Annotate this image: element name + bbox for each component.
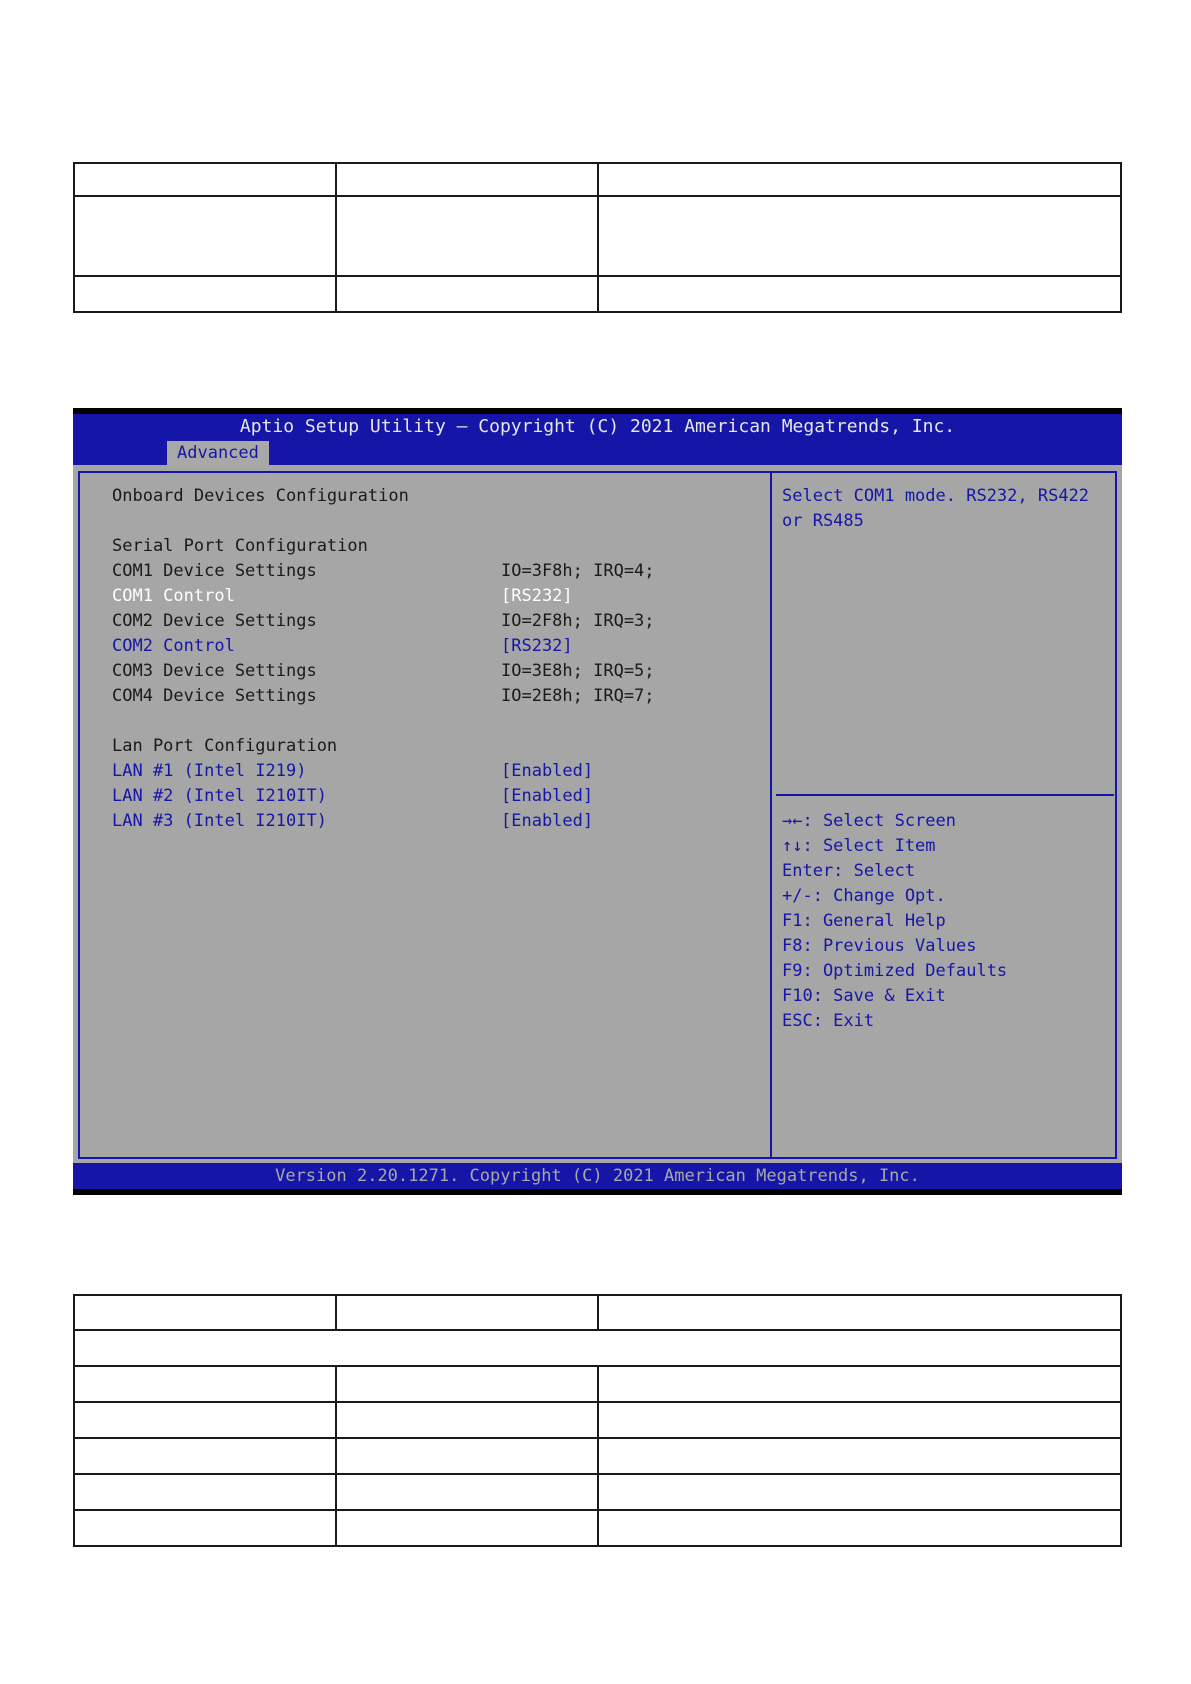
com2-control-value[interactable]: [RS232] [501, 636, 573, 656]
key-hint: F9: Optimized Defaults [782, 961, 1008, 981]
table-row [74, 276, 1121, 312]
key-hint: ESC: Exit [782, 1011, 875, 1031]
com1-control[interactable]: COM1 Control [112, 586, 235, 606]
lan2-option[interactable]: LAN #2 (Intel I210IT) [112, 786, 327, 806]
table-row [74, 163, 1121, 196]
key-hint: Enter: Select [782, 861, 916, 881]
bios-title: Aptio Setup Utility – Copyright (C) 2021 American Megatrends, Inc. [239, 416, 956, 437]
key-hint: F10: Save & Exit [782, 986, 946, 1006]
lan2-value[interactable]: [Enabled] [501, 786, 594, 806]
com2-control[interactable]: COM2 Control [112, 636, 235, 656]
lan3-option[interactable]: LAN #3 (Intel I210IT) [112, 811, 327, 831]
com1-device-settings[interactable]: COM1 Device Settings [112, 561, 317, 581]
tab-advanced[interactable]: Advanced [167, 441, 269, 466]
table-row [74, 1295, 1121, 1330]
com2-device-settings-value: IO=2F8h; IRQ=3; [501, 611, 655, 631]
com1-device-settings-value: IO=3F8h; IRQ=4; [501, 561, 655, 581]
table-row [74, 1330, 1121, 1366]
bios-frame [78, 471, 1117, 1159]
com4-device-settings[interactable]: COM4 Device Settings [112, 686, 317, 706]
help-text-line: Select COM1 mode. RS232, RS422 [782, 486, 1090, 506]
key-hint: ↑↓: Select Item [782, 836, 936, 856]
key-hint: F1: General Help [782, 911, 946, 931]
page-title: Onboard Devices Configuration [112, 486, 409, 506]
lan-section-heading: Lan Port Configuration [112, 736, 338, 756]
bios-body [73, 465, 1122, 1163]
bios-screen [73, 408, 1122, 1195]
table-row [74, 1366, 1121, 1402]
table-row [74, 1438, 1121, 1474]
help-divider [776, 794, 1114, 796]
lan1-value[interactable]: [Enabled] [501, 761, 594, 781]
lan1-option[interactable]: LAN #1 (Intel I219) [112, 761, 307, 781]
lan3-value[interactable]: [Enabled] [501, 811, 594, 831]
key-hint: +/-: Change Opt. [782, 886, 946, 906]
bios-footer: Version 2.20.1271. Copyright (C) 2021 American Megatrends, Inc. [73, 1163, 1122, 1189]
table-row [74, 1510, 1121, 1546]
table-row [74, 1402, 1121, 1438]
top-table [73, 162, 1122, 313]
key-hint: →←: Select Screen [782, 811, 956, 831]
com3-device-settings-value: IO=3E8h; IRQ=5; [501, 661, 655, 681]
panel-divider [770, 473, 772, 1157]
com2-device-settings[interactable]: COM2 Device Settings [112, 611, 317, 631]
bottom-table [73, 1294, 1122, 1547]
key-hint: F8: Previous Values [782, 936, 977, 956]
table-row [74, 1474, 1121, 1510]
serial-section-heading: Serial Port Configuration [112, 536, 368, 556]
table-row [74, 196, 1121, 276]
com3-device-settings[interactable]: COM3 Device Settings [112, 661, 317, 681]
help-text-line: or RS485 [782, 511, 864, 531]
com4-device-settings-value: IO=2E8h; IRQ=7; [501, 686, 655, 706]
com1-control-value[interactable]: [RS232] [501, 586, 573, 606]
